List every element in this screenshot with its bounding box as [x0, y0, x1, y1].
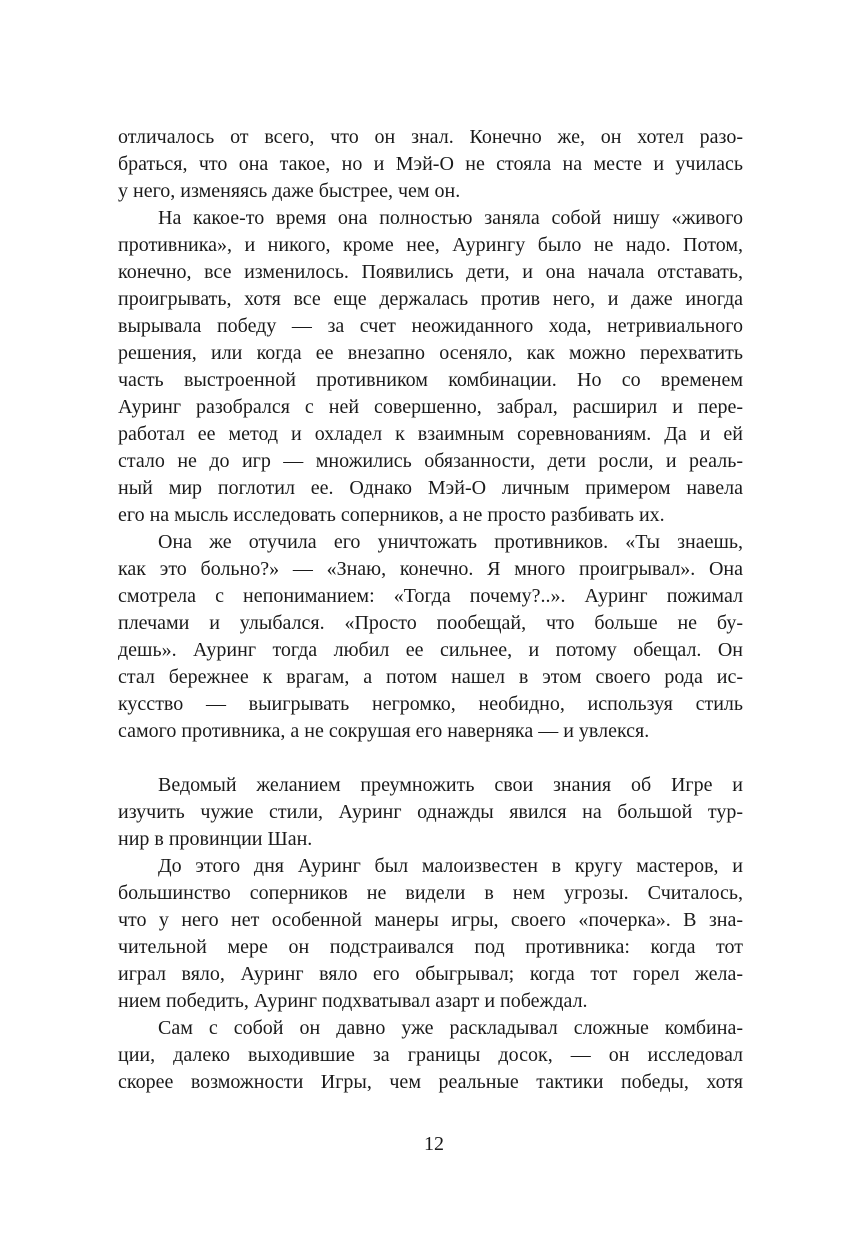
- text-line: часть выстроенной противником комбинации. Но со временем: [118, 369, 743, 391]
- text-line: работал ее метод и охладел к взаимным соревнованиям. Да и ей: [118, 423, 743, 445]
- text-line: ный мир поглотил ее. Однако Мэй-О личным примером навела: [118, 477, 743, 499]
- page-number: 12: [424, 1133, 444, 1155]
- text-line: проигрывать, хотя все еще держалась против него, и даже иногда: [118, 288, 743, 310]
- text-line: Она же отучила его уничтожать противников. «Ты знаешь,: [158, 531, 743, 553]
- text-line: стало не до игр — множились обязанности, дети росли, и реаль-: [118, 450, 743, 472]
- text-line: Ведомый желанием преумножить свои знания об Игре и: [158, 774, 743, 796]
- text-line: у него, изменяясь даже быстрее, чем он.: [118, 180, 461, 202]
- text-line: стал бережнее к врагам, а потом нашел в этом своего рода ис-: [118, 666, 743, 688]
- text-line: как это больно?» — «Знаю, конечно. Я много проигрывал». Она: [118, 558, 743, 580]
- text-line: его на мысль исследовать соперников, а не просто разбивать их.: [118, 504, 665, 526]
- text-line: Ауринг разобрался с ней совершенно, забрал, расширил и пере-: [118, 396, 743, 418]
- text-line: плечами и улыбался. «Просто пообещай, что больше не бу-: [118, 612, 743, 634]
- text-line: большинство соперников не видели в нем угрозы. Считалось,: [118, 882, 743, 904]
- text-line: чительной мере он подстраивался под противника: когда тот: [118, 936, 743, 958]
- text-line: Сам с собой он давно уже раскладывал сложные комбина-: [158, 1017, 743, 1039]
- text-line: противника», и никого, кроме нее, Аурингу было не надо. Потом,: [118, 234, 743, 256]
- text-line: нир в провинции Шан.: [118, 828, 313, 850]
- text-line: смотрела с непониманием: «Тогда почему?..». Ауринг пожимал: [118, 585, 743, 607]
- text-line: вырывала победу — за счет неожиданного хода, нетривиального: [118, 315, 743, 337]
- text-line: дешь». Ауринг тогда любил ее сильнее, и потому обещал. Он: [118, 639, 743, 661]
- text-line: самого противника, а не сокрушая его наверняка — и увлекся.: [118, 720, 650, 742]
- text-line: браться, что она такое, но и Мэй-О не стояла на месте и училась: [118, 153, 743, 175]
- text-line: конечно, все изменилось. Появились дети, и она начала отставать,: [118, 261, 743, 283]
- text-line: отличалось от всего, что он знал. Конечно же, он хотел разо-: [118, 126, 743, 148]
- text-line: До этого дня Ауринг был малоизвестен в кругу мастеров, и: [158, 855, 743, 877]
- text-line: На какое-то время она полностью заняла собой нишу «живого: [158, 207, 743, 229]
- text-line: кусство — выигрывать негромко, необидно, используя стиль: [118, 693, 743, 715]
- text-line: что у него нет особенной манеры игры, своего «почерка». В зна-: [118, 909, 743, 931]
- text-line: решения, или когда ее внезапно осеняло, как можно перехватить: [118, 342, 743, 364]
- text-line: изучить чужие стили, Ауринг однажды явился на большой тур-: [118, 801, 743, 823]
- text-line: скорее возможности Игры, чем реальные тактики победы, хотя: [118, 1071, 743, 1093]
- text-line: нием победить, Ауринг подхватывал азарт и побеждал.: [118, 990, 588, 1012]
- text-line: играл вяло, Ауринг вяло его обыгрывал; когда тот горел жела-: [118, 963, 743, 985]
- text-line: ции, далеко выходившие за границы досок, — он исследовал: [118, 1044, 743, 1066]
